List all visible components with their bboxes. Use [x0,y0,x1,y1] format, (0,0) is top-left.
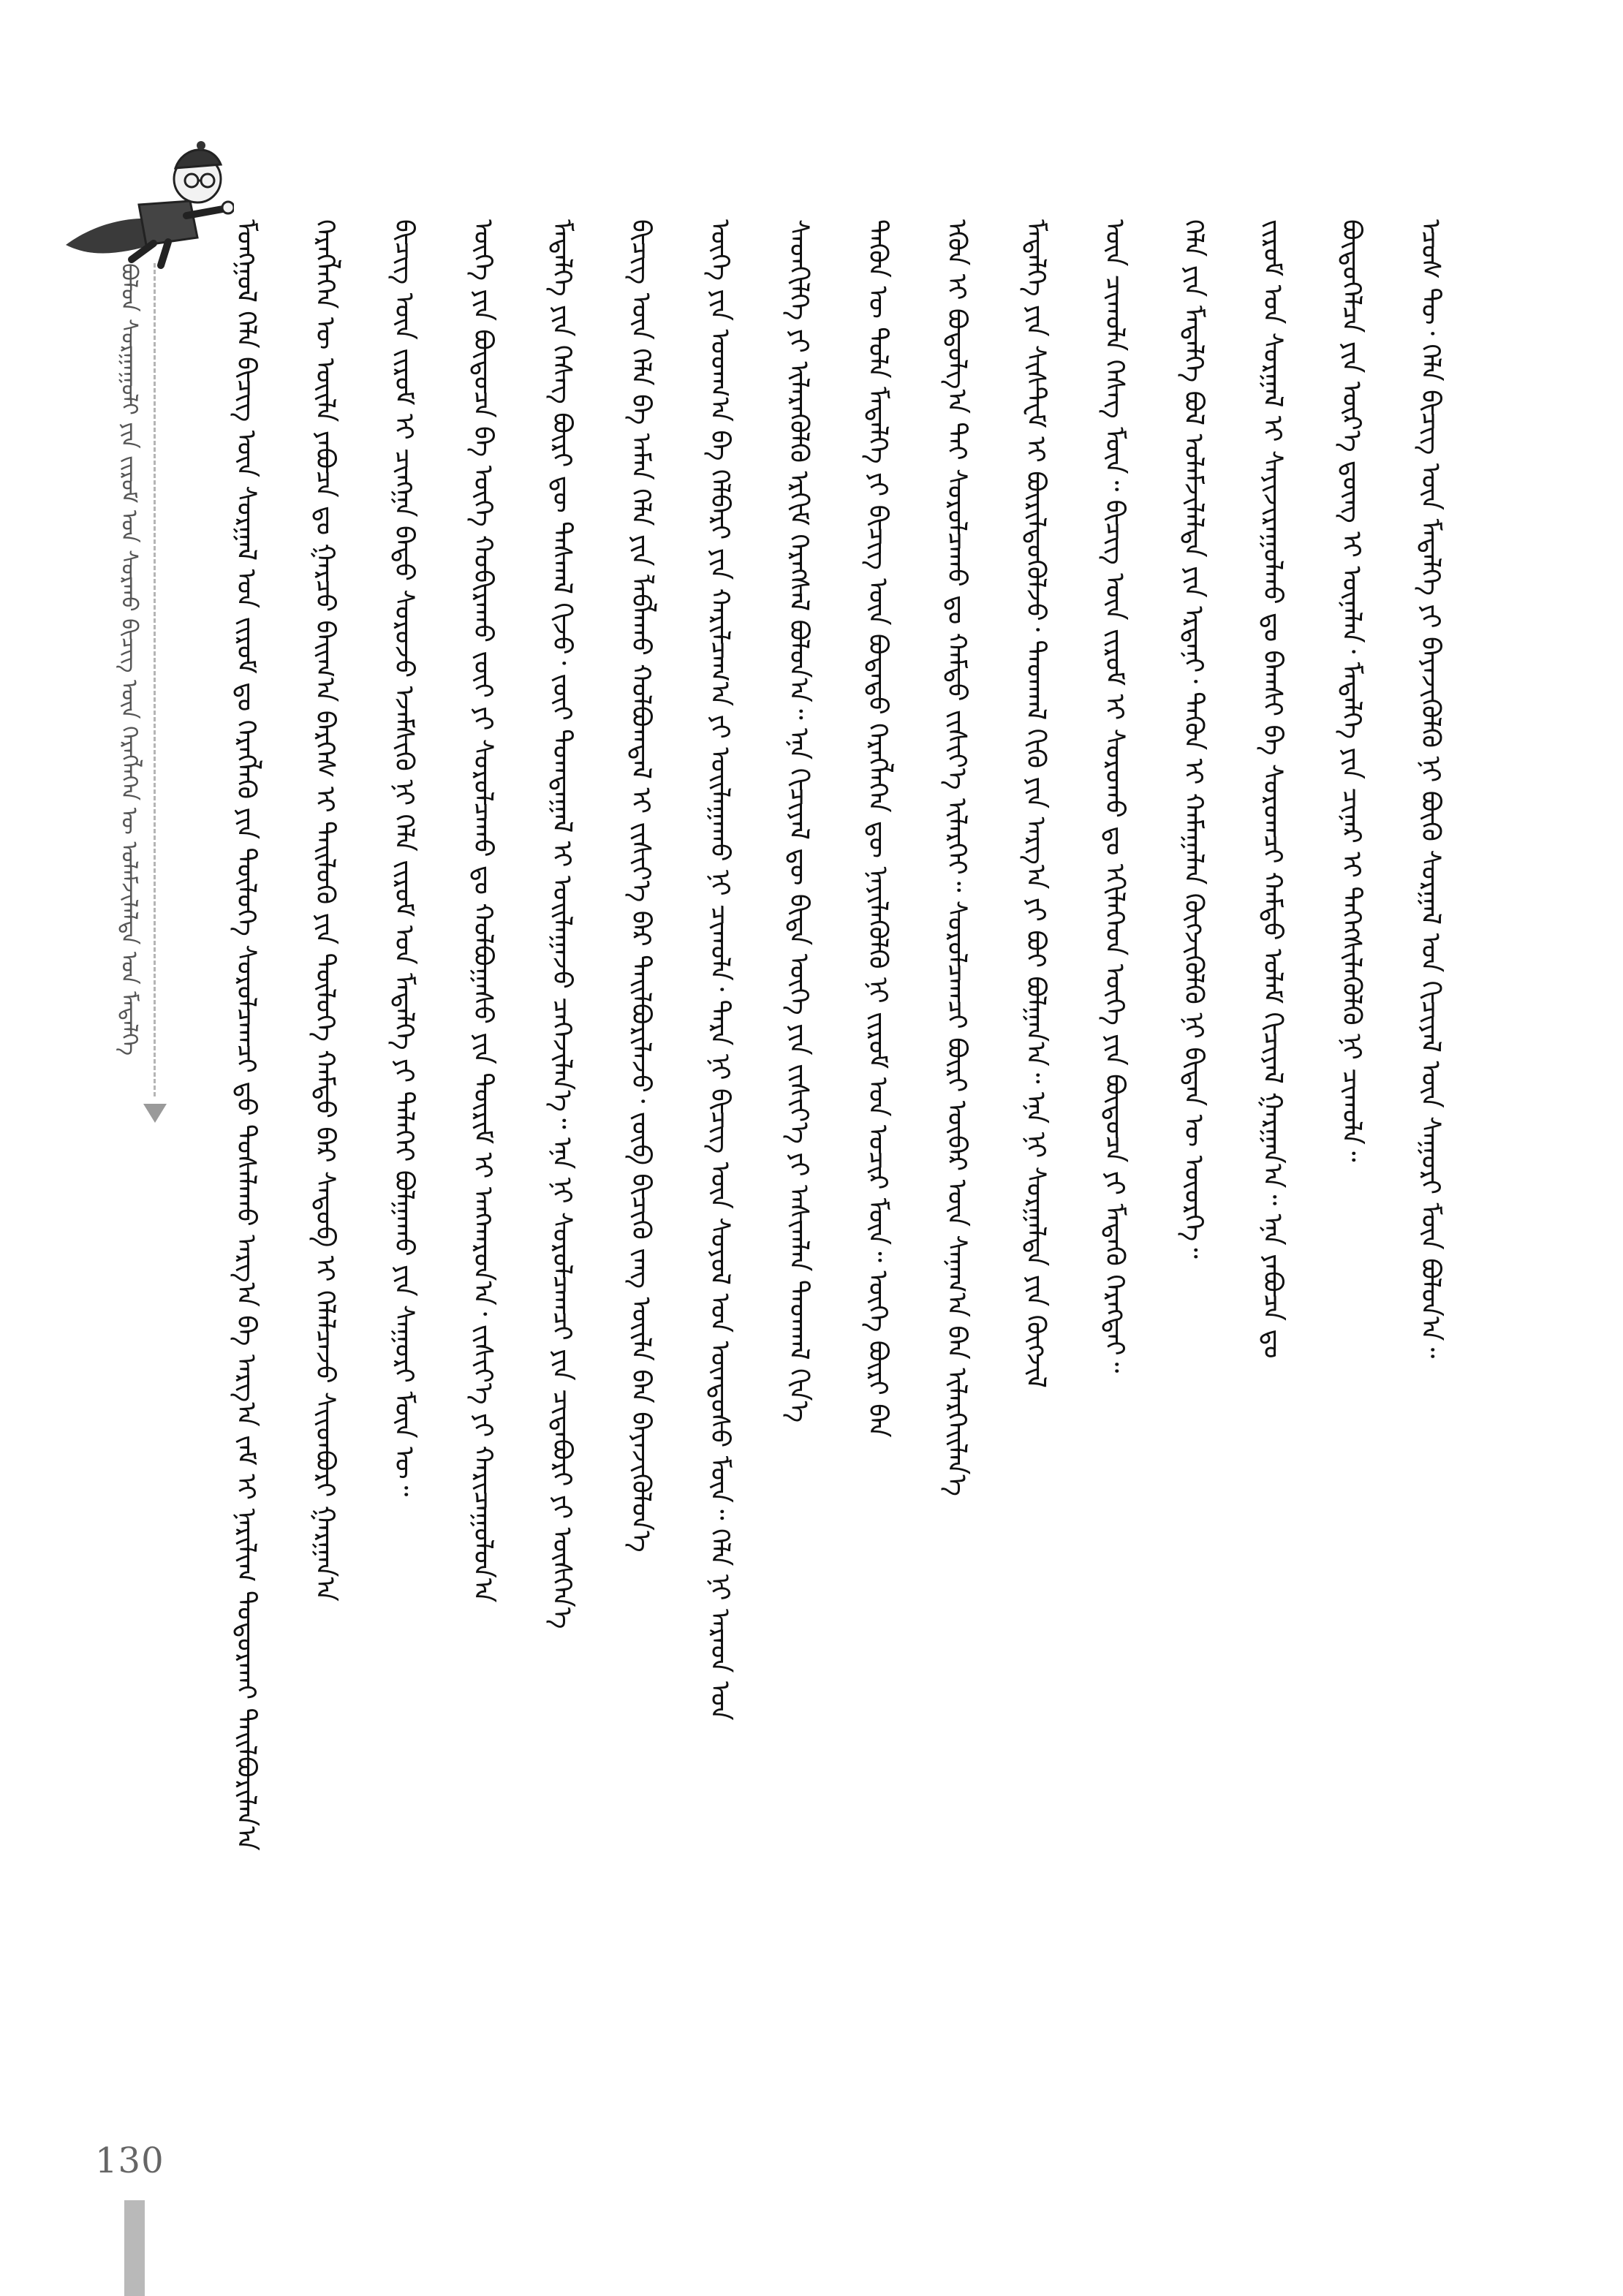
text-column: ᠪᠢᠴᠢᠭ ᠦᠨ ᠬᠡᠯᠡ ᠪᠠ ᠠᠮᠠᠨ ᠬᠡᠯᠡ ᠶᠢᠨ ᠯᠠᠪᠯᠠᠬᠤ ᠬᠣᠯᠪᠣᠭᠳᠠᠯ ᠢ ᠵᠢᠱᠢᠶ᠎ᠡ ᠪᠡᠷ ᠲᠠᠢᠯᠪᠤᠷᠢᠯᠠᠵᠤ᠂ ᠵᠥᠪ ᠪᠢᠴᠢᠬᠦ ᠵᠠᠩ ᠦᠢᠯᠡ ᠪᠡᠨ ᠪᠡᠶᠡᠵᠢᠭᠦᠯᠦᠨ᠎ᠡ [626,219,656,1553]
text-column: ᠮᠡᠳᠡᠯᠭᠡ ᠶᠢᠨ ᠬᠡᠰᠡᠭ ᠪᠦᠷᠢ ᠳᠦ ᠳᠠᠰᠬᠠᠯ ᠬᠢᠵᠦ᠂ ᠵᠦᠢ ᠲᠣᠭᠲᠠᠭᠠᠯ ᠢ ᠣᠢᠯᠠᠭᠠᠵᠤ ᠴᠡᠭᠡᠵᠢᠯᠡᠨ᠎ᠡ᠃ ᠡᠨᠡ ᠨᠢ ᠰᠤᠷᠤᠯᠴᠠᠭᠴᠢ ᠶᠢᠨ ᠴᠢᠳᠠᠪᠤᠷᠢ ᠶᠢ ᠥᠰᠭᠡᠨ᠎ᠡ [547,219,577,1629]
text-column: ᠰᠡᠳᠬᠢᠯᠭᠡ ᠶᠢ ᠢᠯᠡᠷᠡᠭᠦᠯᠬᠦ ᠡᠷᠬᠢᠮ ᠬᠡᠷᠡᠭᠰᠡᠯ ᠪᠣᠯᠤᠨ᠎ᠠ᠃ ᠡᠨᠡ ᠬᠢᠴᠢᠶᠡᠯ ᠳᠦ ᠪᠢᠳᠡ ᠦᠭᠡ ᠶᠢᠨ ᠵᠢᠱᠢᠶ᠎ᠡ ᠶᠢ ᠠᠰᠢᠭᠯᠠᠨ ᠳᠠᠳᠬᠠᠯ ᠬᠢᠨ᠎ᠡ [784,219,814,1423]
text-column: ᠪᠦᠲᠦᠭᠡᠯᠴᠡ ᠶᠢᠨ ᠦᠷ᠎ᠡ ᠳ᠋ᠦᠩ ᠢ ᠦᠨᠡᠯᠡᠨ᠂ ᠮᠡᠳᠡᠯᠭᠡ ᠶᠢᠨ ᠴᠢᠨᠠᠷ ᠢ ᠳᠡᠭᠡᠭᠰᠢᠯᠡᠭᠦᠯᠬᠦ ᠨᠢ ᠴᠢᠬᠤᠯᠠ᠃ [1336,219,1366,1162]
running-header: ᠪᠣᠯᠤᠨ ᠰᠤᠷᠭᠠᠭᠤᠯᠢ ᠶᠢᠨ ᠵᠢᠷᠤᠮ ᠤᠨ ᠰᠤᠷᠬᠤ ᠪᠢᠴᠢᠭ ᠦᠨ ᠬᠡᠷᠡᠭᠯᠡᠭᠡᠨ ᠦ ᠤᠯᠠᠮᠵᠢᠯᠠᠯᠲᠠ ᠤᠨ ᠮᠡᠳᠡᠯᠭᠡ [116,263,142,1056]
page-number: 130 [95,2140,164,2181]
text-column: ᠮᠣᠩᠭᠤᠯ ᠬᠡᠯᠡ ᠪᠢᠴᠢᠭ ᠦᠨ ᠰᠤᠷᠭᠠᠯ ᠤᠨ ᠵᠢᠷᠤᠮ ᠳᠤ ᠬᠡᠷᠡᠭᠯᠡᠬᠦ ᠶᠢᠨ ᠲᠥᠯᠥᠭᠡ ᠰᠤᠷᠤᠯᠴᠠᠭᠴᠢ ᠳ᠋ᠤ ᠲᠤᠰᠠᠯᠠᠬᠤ ᠠᠷᠭ᠎ᠠ ᠪᠠ ᠠᠷᠭ᠎ᠠ ᠵᠠᠮ ᠢ ᠨᠠᠷᠢᠯᠢᠭ ᠲᠣᠳᠤᠷᠬᠠᠢ ᠲᠠᠢᠯᠪᠤᠷᠢᠯᠠᠨ᠎ᠠ [231,219,261,1851]
text-column: ᠬᠡᠷᠡᠭᠯᠡᠭᠡᠨ ᠦ ᠦᠢᠯᠡ ᠶᠠᠪᠤᠴᠠ ᠳᠤ ᠭᠠᠷᠴᠤ ᠪᠠᠢᠭ᠎ᠠ ᠪᠡᠷᠬᠡᠰ ᠢ ᠲᠡᠢᠯᠦᠬᠦ ᠶᠢᠨ ᠲᠥᠯᠥᠭᠡ ᠬᠠᠮᠲᠤ ᠪᠡᠷ ᠰᠡᠳᠦᠪ ᠢ ᠬᠡᠯᠡᠯᠴᠡᠵᠦ ᠰᠢᠢᠳᠪᠦᠷᠢ ᠭᠠᠷᠭᠠᠨ᠎ᠠ [310,219,340,1602]
text-column: ᠪᠢᠴᠢᠭ ᠦᠨ ᠵᠢᠷᠤᠮ ᠢ ᠴᠢᠩᠭᠠ ᠪᠠᠲᠤ ᠰᠤᠷᠤᠵᠤ ᠡᠵᠡᠮᠰᠢᠬᠦ ᠨᠢ ᠬᠡᠯᠡ ᠵᠢᠷᠤᠮ ᠤᠨ ᠮᠡᠳᠡᠯᠭᠡ ᠶᠢ ᠲᠡᠯᠡᠬᠡᠢ ᠪᠣᠯᠭᠠᠬᠤ ᠶᠢᠨ ᠰᠠᠭᠤᠷᠢ ᠮᠥᠨ ᠦ᠃ [389,219,419,1497]
triangle-arrow-icon [143,1104,167,1123]
text-column: ᠦᠭᠡ ᠶᠢᠨ ᠪᠦᠲᠦᠴᠡ ᠪᠠ ᠦᠭᠡ ᠬᠤᠪᠢᠷᠠᠬᠤ ᠵᠦᠢ ᠶᠢ ᠰᠤᠷᠤᠯᠴᠠᠬᠤ ᠳᠤ ᠬᠣᠯᠪᠣᠭᠠᠰᠤ ᠶᠢᠨ ᠳᠦᠷᠢᠮ ᠢ ᠠᠩᠬᠠᠷᠤᠨ᠎ᠠ᠂ ᠵᠢᠱᠢᠶ᠎ᠡ ᠶᠢ ᠬᠠᠷᠢᠴᠠᠭᠤᠯᠤᠨ᠎ᠠ [468,219,498,1603]
mascot-illustration [51,135,234,274]
text-column: ᠦᠭᠡ ᠶᠢᠨ ᠤᠳᠬ᠎ᠠ ᠪᠠ ᠬᠡᠯᠪᠡᠷᠢ ᠶᠢᠨ ᠬᠠᠷᠢᠯᠴᠠᠭ᠎ᠠ ᠶᠢ ᠣᠢᠯᠠᠭᠠᠬᠤ ᠨᠢ ᠴᠢᠬᠤᠯᠠ᠂ ᠲᠡᠷᠡ ᠨᠢ ᠪᠢᠴᠢᠭ ᠦᠨ ᠰᠣᠶᠣᠯ ᠤᠨ ᠦᠨᠳᠦᠰᠦ ᠮᠥᠨ᠃ ᠬᠡᠯᠡ ᠨᠢ ᠠᠷᠠᠳ ᠤᠨ [705,219,735,1721]
page-edge-tab [124,2200,145,2296]
text-column: ᠬᠡᠯᠡ ᠶᠢᠨ ᠮᠡᠳᠡᠯᠭᠡ ᠪᠣᠯ ᠤᠯᠠᠮᠵᠢᠯᠠᠯᠲᠠ ᠶᠢᠨ ᠡᠷᠳᠡᠨᠢ᠂ ᠲᠡᠭᠦᠨ ᠢ ᠬᠠᠮᠠᠭᠠᠯᠠᠨ ᠬᠥᠭᠵᠢᠭᠦᠯᠬᠦ ᠨᠢ ᠪᠢᠳᠡᠨ ᠦ ᠦᠦᠷᠭᠡ᠃ [1179,219,1208,1259]
body-text [219,219,1484,2178]
text-column: ᠮᠡᠳᠡᠯᠭᠡ ᠶᠢᠨ ᠰᠢᠰᠲ᠋ᠧᠮ ᠢ ᠪᠦᠷᠢᠯᠳᠦᠭᠦᠯᠵᠦ᠂ ᠳᠠᠳᠬᠠᠯ ᠬᠢᠬᠦ ᠶᠢᠨ ᠠᠷᠭ᠎ᠠ ᠶᠢ ᠪᠤᠢ ᠪᠣᠯᠭᠠᠨ᠎ᠠ᠃ ᠡᠨᠡ ᠨᠢ ᠰᠤᠷᠭᠠᠯᠳᠠ ᠶᠢᠨ ᠬᠥᠭᠵᠢᠯ [1021,219,1051,1388]
text-column: ᠲᠡᠭᠦᠨ ᠦ ᠲᠤᠯᠠ ᠮᠡᠳᠡᠯᠭᠡ ᠶᠢ ᠪᠢᠴᠢᠭ ᠦᠨ ᠪᠣᠳᠠᠲᠤ ᠬᠡᠷᠡᠭᠯᠡᠭᠡᠨ ᠳᠦ ᠨᠡᠶᠢᠯᠡᠭᠦᠯᠬᠦ ᠨᠢ ᠵᠢᠷᠤᠮ ᠤᠨ ᠤᠴᠢᠷ ᠮᠥᠨ᠃ ᠦᠭᠡ ᠪᠦᠷᠢ ᠪᠠᠨ [863,219,893,1438]
text-column: ᠵᠢᠷᠤᠮ ᠤᠨ ᠰᠤᠷᠭᠠᠯ ᠢ ᠰᠠᠶᠢᠵᠢᠷᠠᠭᠤᠯᠬᠤ ᠳᠤ ᠪᠠᠭᠰᠢ ᠪᠠ ᠰᠤᠷᠤᠭᠴᠢ ᠬᠠᠮᠲᠤ ᠤᠯᠠᠮ ᠬᠢᠴᠢᠶᠡᠯ ᠭᠠᠷᠭᠠᠨ᠎ᠠ᠃ ᠡᠨᠡ ᠶᠠᠪᠤᠴᠠ ᠳᠤ [1257,219,1287,1359]
header-divider [154,263,156,1096]
text-column: ᠦᠨ ᠴᠢᠬᠤᠯᠠ ᠬᠡᠰᠡᠭ ᠮᠥᠨ᠃ ᠪᠢᠴᠢᠭ ᠦᠨ ᠵᠢᠷᠤᠮ ᠢ ᠰᠤᠷᠤᠬᠤ ᠳᠤ ᠡᠬᠢᠯᠡᠭᠡᠳ ᠦᠭᠡ ᠶᠢᠨ ᠪᠦᠲᠦᠴᠡ ᠶᠢ ᠮᠡᠳᠡᠬᠦ ᠬᠡᠷᠡᠭᠲᠡᠢ᠃ [1100,219,1130,1374]
text-column: ᠡᠴᠦᠰ ᠲᠦ᠂ ᠬᠡᠯᠡ ᠪᠢᠴᠢᠭ ᠦᠨ ᠮᠡᠳᠡᠯᠭᠡ ᠶᠢ ᠪᠡᠶᠡᠵᠢᠭᠦᠯᠬᠦ ᠨᠢ ᠪᠦᠬᠦ ᠰᠤᠷᠭᠠᠯ ᠤᠨ ᠬᠢᠴᠢᠶᠡᠯ ᠦᠨ ᠰᠠᠭᠤᠷᠢ ᠮᠥᠨ ᠪᠣᠯᠤᠨ᠎ᠠ᠃ [1415,219,1445,1359]
text-column: ᠡᠭᠦᠨ ᠢ ᠪᠣᠳᠤᠯᠭ᠎ᠠ ᠲᠠᠢ ᠰᠤᠷᠤᠯᠴᠠᠬᠤ ᠳᠤ ᠬᠠᠮᠲᠤ ᠵᠢᠱᠢᠶ᠎ᠡ ᠢᠯᠡᠷᠬᠡᠢ᠃ ᠰᠤᠷᠤᠯᠴᠠᠭᠴᠢ ᠪᠦᠷᠢ ᠥᠪᠡᠷ ᠦᠨ ᠰᠠᠨᠠᠭ᠎ᠠ ᠪᠠᠨ ᠢᠯᠡᠷᠬᠡᠢᠯᠡᠨ᠎ᠡ [942,219,972,1496]
